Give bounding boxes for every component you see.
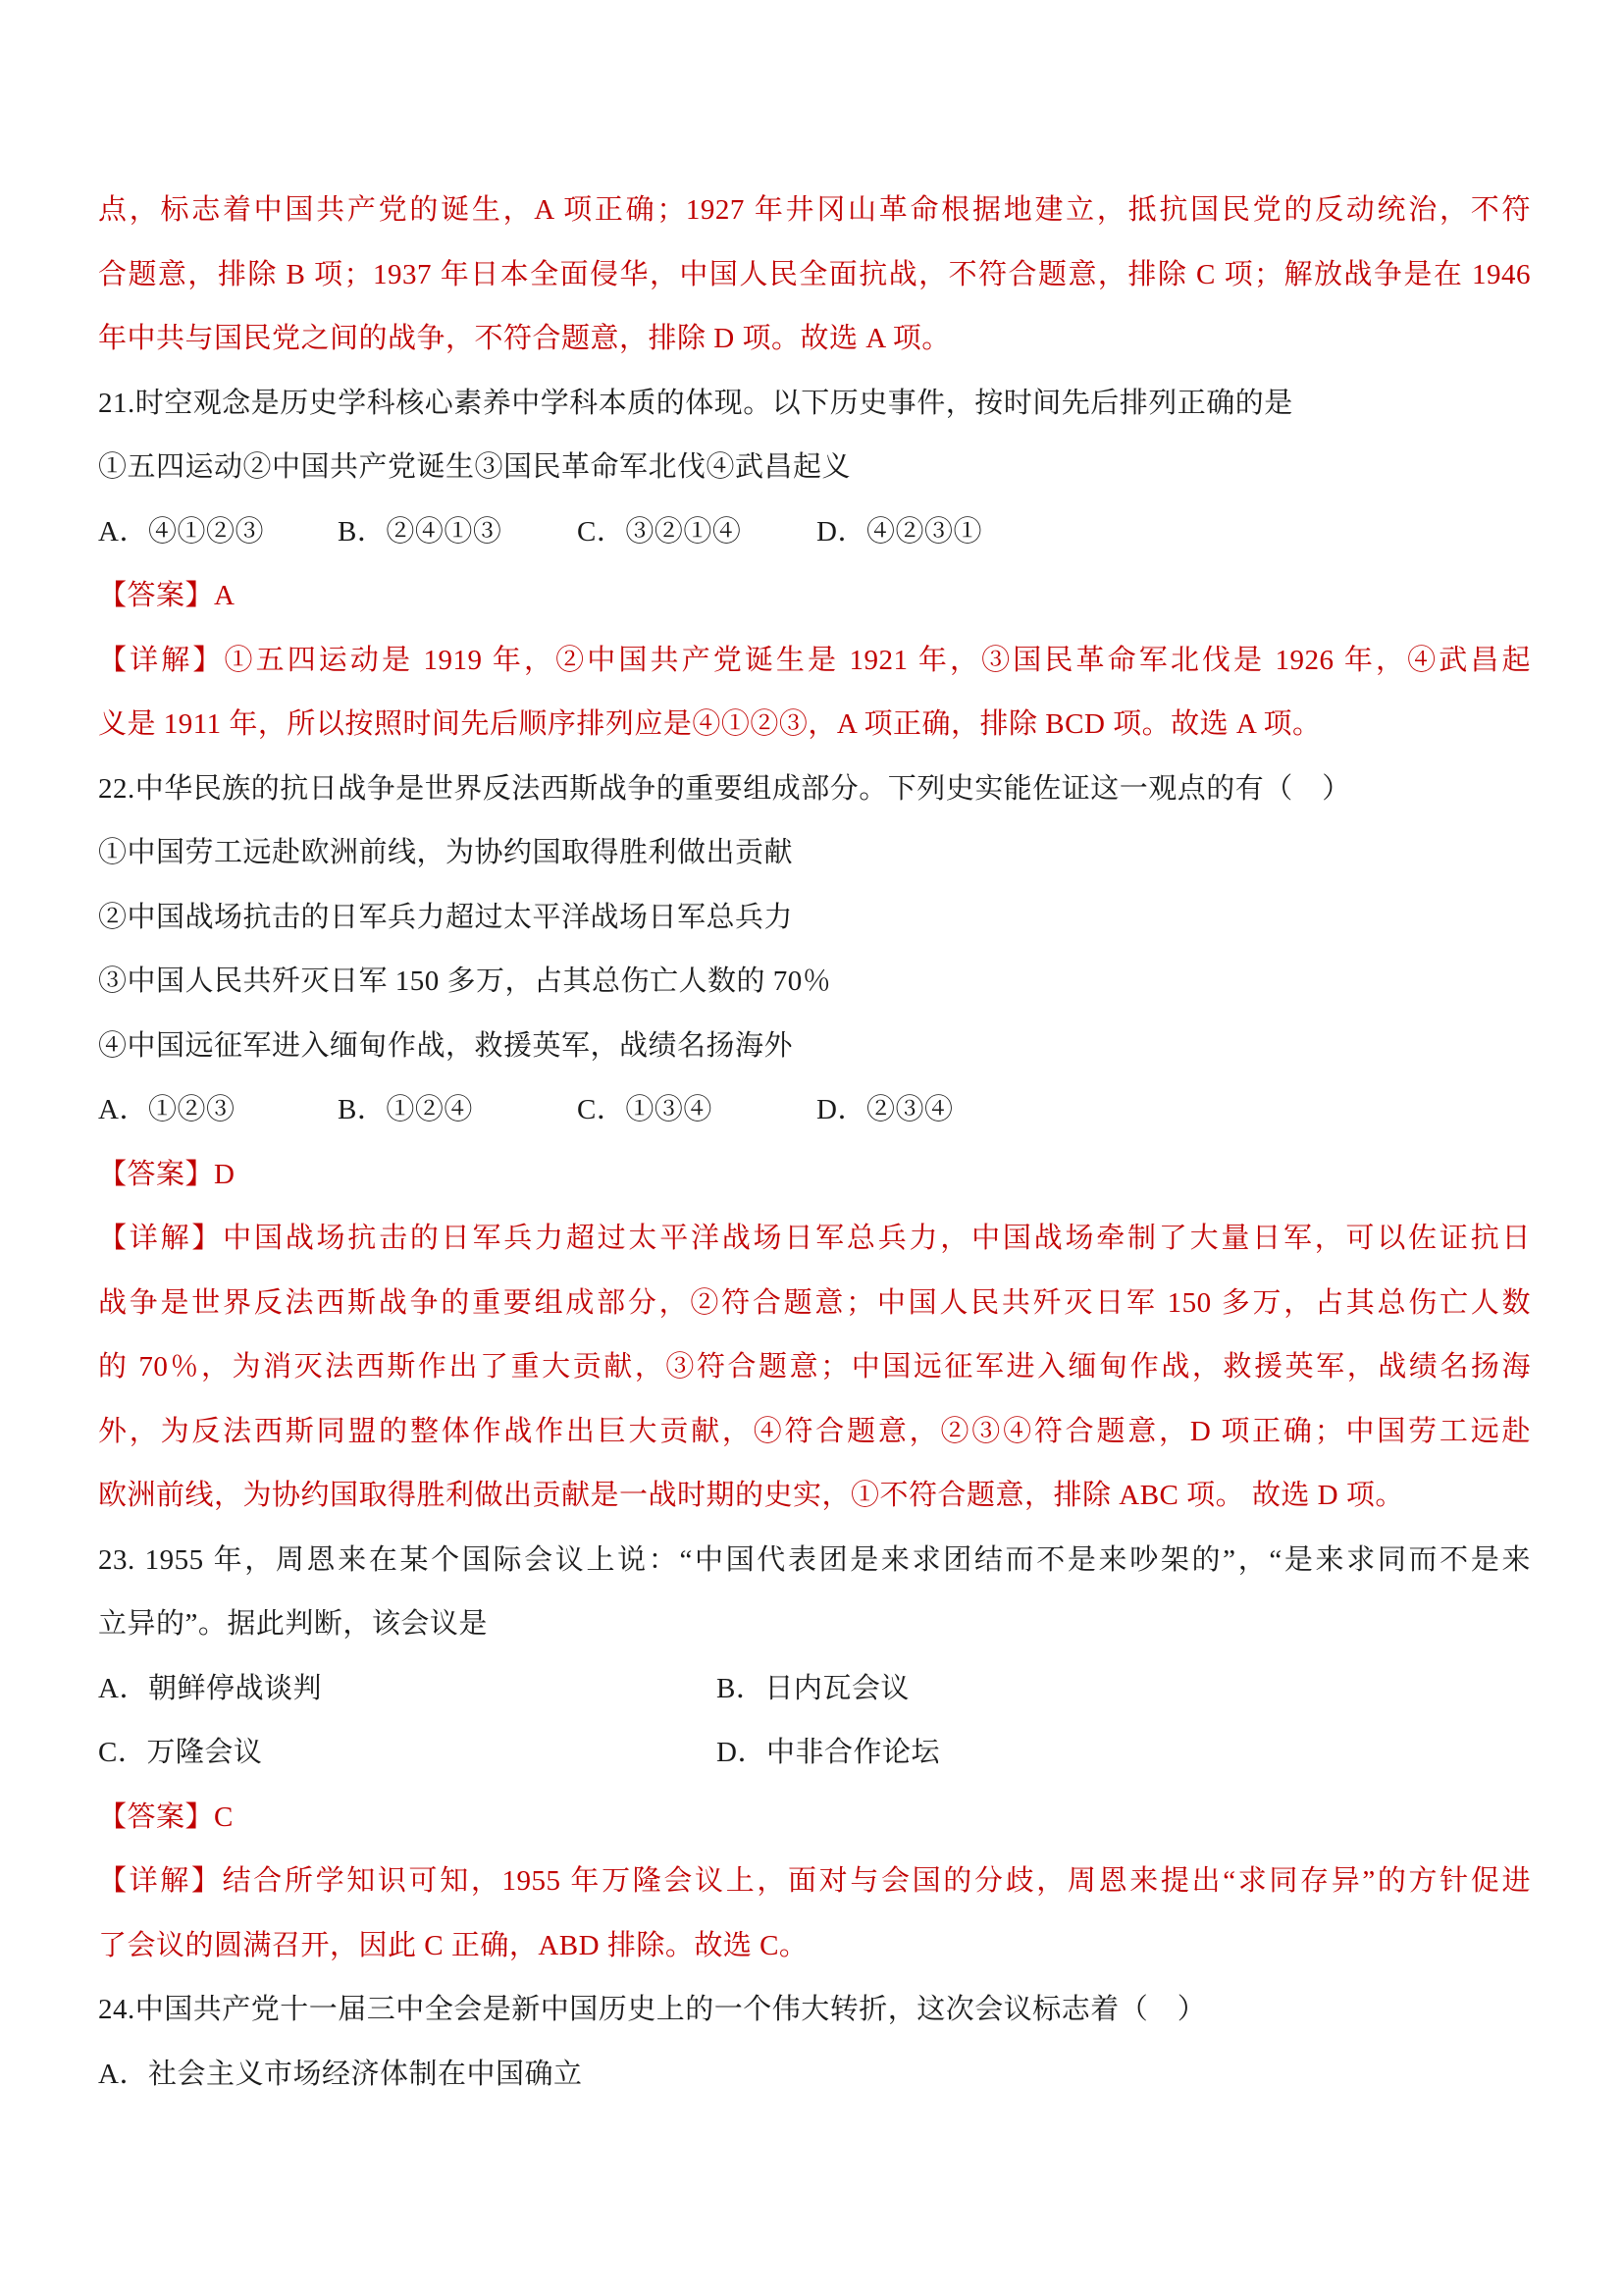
question-22-item-3: ③中国人民共歼灭日军 150 多万，占其总伤亡人数的 70％	[98, 965, 832, 997]
question-21-options	[98, 500, 1531, 565]
question-22-option-d: D．②③④	[816, 1094, 954, 1125]
question-23-option-d: D．中非合作论坛	[716, 1737, 940, 1768]
question-21-answer: 【答案】A	[98, 580, 236, 611]
question-23-option-c: C．万隆会议	[98, 1737, 263, 1768]
question-23-stem-line-2: 立异的”。据此判断，该会议是	[98, 1608, 488, 1640]
question-22-item-4: ④中国远征军进入缅甸作战，救援英军，战绩名扬海外	[98, 1029, 794, 1062]
question-23-option-b: B．日内瓦会议	[716, 1672, 910, 1704]
question-23-explanation-line-1: 【详解】结合所学知识可知，1955 年万隆会议上，面对与会国的分歧，周恩来提出“求同存异”的方针促进	[98, 1865, 1531, 1897]
question-22-explanation-line-5: 欧洲前线，为协约国取得胜利做出贡献是一战时期的史实，①不符合题意，排除 ABC 项。 故选 D 项。	[98, 1480, 1404, 1511]
question-23-option-a: A．朝鲜停战谈判	[98, 1672, 322, 1704]
question-21-option-c: C．③②①④	[577, 515, 742, 548]
q20-explanation-line-2: 合题意，排除 B 项；1937 年日本全面侵华，中国人民全面抗战，不符合题意，排除 C 项；解放战争是在 1946	[98, 258, 1531, 290]
question-22-options	[98, 1078, 1531, 1143]
question-22-item-1: ①中国劳工远赴欧洲前线，为协约国取得胜利做出贡献	[98, 837, 794, 868]
question-24-option-a: A．社会主义市场经济体制在中国确立	[98, 2058, 583, 2090]
question-21-option-d: D．④②③①	[816, 515, 982, 548]
question-23-explanation-line-2: 了会议的圆满召开，因此 C 正确，ABD 排除。故选 C。	[98, 1929, 809, 1961]
question-21-explanation-line-2: 义是 1911 年，所以按照时间先后顺序排列应是④①②③，A 项正确，排除 BCD 项。故选 A 项。	[98, 708, 1322, 740]
question-23-answer: 【答案】C	[98, 1800, 234, 1833]
question-21-explanation-line-1: 【详解】①五四运动是 1919 年，②中国共产党诞生是 1921 年，③国民革命军北伐是 1926 年，④武昌起	[98, 644, 1531, 676]
question-21-option-a: A．④①②③	[98, 515, 264, 548]
question-21-items: ①五四运动②中国共产党诞生③国民革命军北伐④武昌起义	[98, 451, 852, 483]
q20-explanation-line-1: 点，标志着中国共产党的诞生，A 项正确；1927 年井冈山革命根据地建立，抵抗国民党的反动统治，不符	[98, 194, 1531, 226]
question-22-stem: 22.中华民族的抗日战争是世界反法西斯战争的重要组成部分。下列史实能佐证这一观点的有（ ）	[98, 772, 1351, 805]
question-22-explanation-line-1: 【详解】中国战场抗击的日军兵力超过太平洋战场日军总兵力，中国战场牵制了大量日军，可以佐证抗日	[98, 1223, 1531, 1254]
question-21-stem: 21.时空观念是历史学科核心素养中学科本质的体现。以下历史事件，按时间先后排列正确的是	[98, 387, 1293, 419]
question-24-stem: 24.中国共产党十一届三中全会是新中国历史上的一个伟大转折，这次会议标志着（ ）	[98, 1994, 1207, 2025]
question-22-option-a: A．①②③	[98, 1094, 236, 1125]
question-22-answer: 【答案】D	[98, 1158, 236, 1190]
question-22-explanation-line-3: 的 70％，为消灭法西斯作出了重大贡献，③符合题意；中国远征军进入缅甸作战，救援英军，战绩名扬海	[98, 1351, 1531, 1383]
question-22-explanation-line-4: 外，为反法西斯同盟的整体作战作出巨大贡献，④符合题意，②③④符合题意，D 项正确；中国劳工远赴	[98, 1415, 1531, 1447]
question-22-item-2: ②中国战场抗击的日军兵力超过太平洋战场日军总兵力	[98, 901, 794, 933]
question-22-explanation-line-2: 战争是世界反法西斯战争的重要组成部分，②符合题意；中国人民共歼灭日军 150 多万，占其总伤亡人数	[98, 1286, 1531, 1319]
question-22-option-b: B．①②④	[338, 1094, 473, 1125]
question-21-option-b: B．②④①③	[338, 515, 502, 548]
question-23-stem-line-1: 23. 1955 年，周恩来在某个国际会议上说：“中国代表团是来求团结而不是来吵架的”，“是来求同而不是来	[98, 1543, 1531, 1576]
q20-explanation-line-3: 年中共与国民党之间的战争，不符合题意，排除 D 项。故选 A 项。	[98, 323, 951, 354]
question-22-option-c: C．①③④	[577, 1094, 712, 1125]
question-23-options-row-1	[98, 1657, 1531, 1722]
question-23-options-row-2	[98, 1721, 1531, 1786]
